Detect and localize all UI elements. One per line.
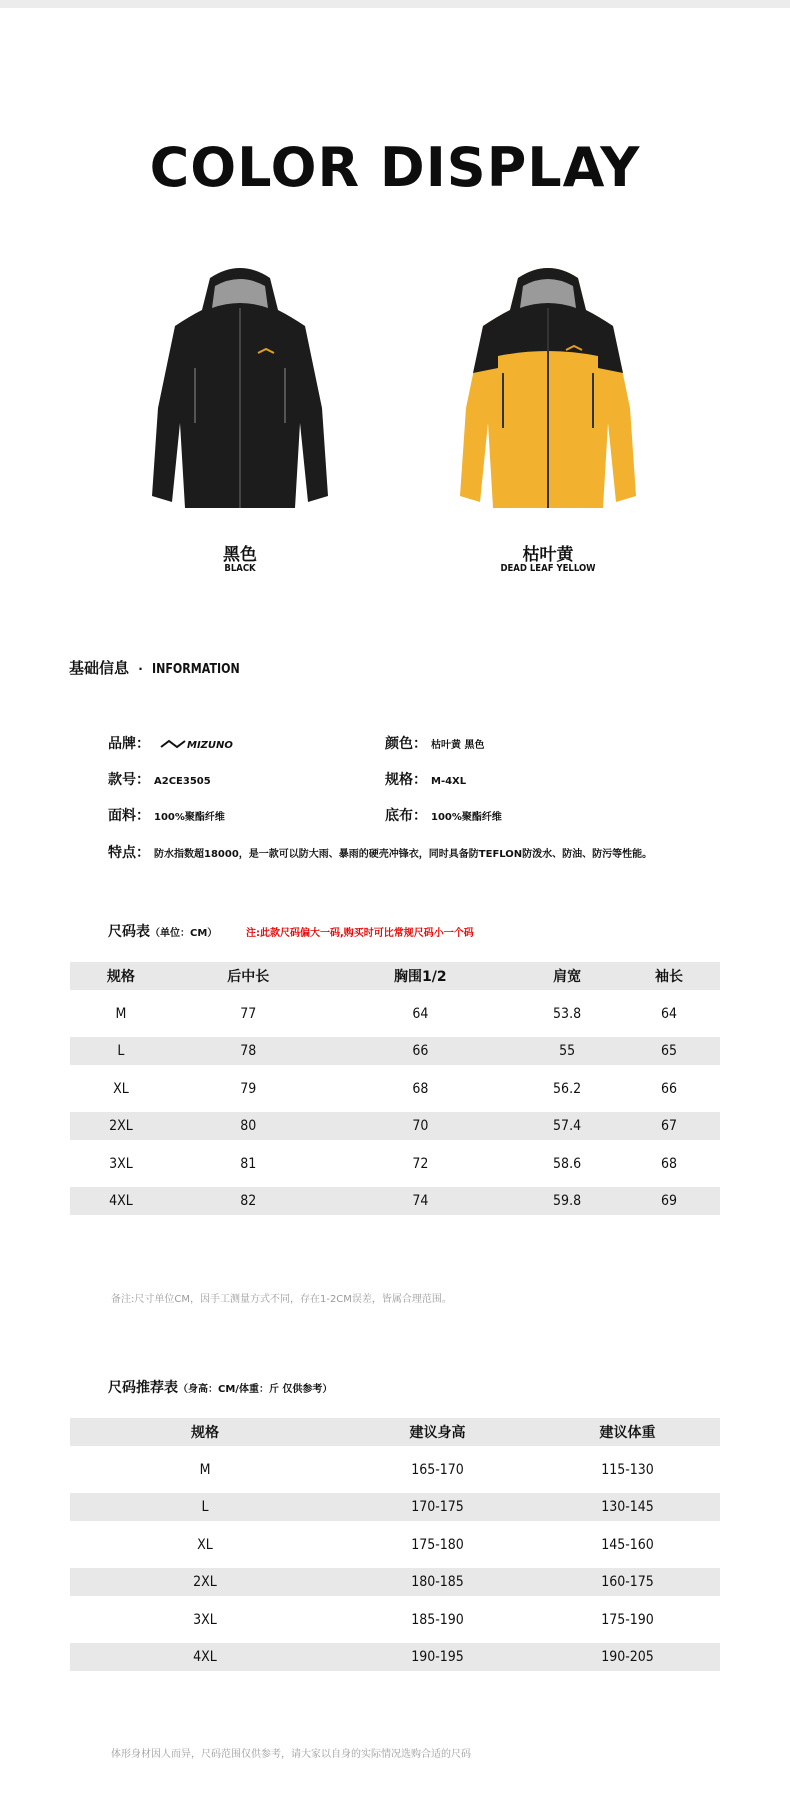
size-table-note: 注:此款尺码偏大一码,购买时可比常规尺码小一个码 — [246, 928, 474, 939]
size-table-unit: （单位：CM） — [150, 928, 218, 939]
table-cell: 180-185 — [340, 1568, 535, 1596]
table-cell: 190-205 — [535, 1643, 720, 1671]
table-cell: 175-180 — [411, 1536, 464, 1553]
table-row — [70, 1037, 720, 1065]
table-cell: 79 — [240, 1080, 257, 1097]
fabric-label: 面料： — [108, 808, 150, 824]
size-table-header-row — [70, 962, 720, 990]
table-cell: 58.6 — [553, 1155, 582, 1172]
size-col-header: 规格 — [70, 962, 172, 990]
table-cell: 175-190 — [601, 1611, 654, 1628]
table-cell: 130-145 — [535, 1493, 720, 1521]
table-cell: 53.8 — [553, 1005, 582, 1022]
table-row — [70, 1140, 720, 1187]
table-cell: M — [199, 1461, 211, 1478]
table-cell: 55 — [516, 1037, 618, 1065]
info-size — [385, 769, 466, 789]
jacket-yellow-image[interactable] — [448, 258, 648, 528]
table-cell: 64 — [412, 1005, 429, 1022]
fabric-value: 100%聚酯纤维 — [154, 812, 225, 823]
size-col-header: 肩宽 — [516, 962, 618, 990]
page-title: COLOR DISPLAY — [149, 136, 641, 199]
info-lining — [385, 805, 502, 825]
info-heading-en: INFORMATION — [152, 662, 240, 677]
info-model — [108, 769, 211, 789]
size-table-heading — [108, 921, 217, 941]
table-row — [70, 1596, 720, 1643]
table-cell: M — [115, 1005, 127, 1022]
table-cell: 3XL — [193, 1611, 217, 1628]
table-cell: 66 — [325, 1037, 516, 1065]
table-cell: 4XL — [70, 1643, 340, 1671]
size-table-footnote: 备注:尺寸单位CM，因手工测量方式不同，存在1-2CM误差，皆属合理范围。 — [111, 1294, 452, 1305]
table-cell: 82 — [172, 1187, 325, 1215]
table-cell: 4XL — [70, 1187, 172, 1215]
table-cell: 2XL — [70, 1568, 340, 1596]
color-name-yellow: 枯叶黄 — [522, 545, 574, 565]
color-name-yellow-en: DEAD LEAF YELLOW — [500, 563, 596, 574]
lining-label: 底布： — [385, 808, 427, 824]
table-cell: 66 — [661, 1080, 678, 1097]
size-label: 规格： — [385, 772, 427, 788]
table-cell: 185-190 — [411, 1611, 464, 1628]
table-cell: 68 — [412, 1080, 429, 1097]
lining-value: 100%聚酯纤维 — [431, 812, 502, 823]
table-cell: 56.2 — [553, 1080, 582, 1097]
jacket-black-illustration — [140, 258, 340, 528]
rec-col-header: 规格 — [70, 1418, 340, 1446]
rec-table-footnote: 体形身材因人而异，尺码范围仅供参考，请大家以自身的实际情况选购合适的尺码 — [111, 1749, 471, 1760]
table-cell: XL — [113, 1080, 129, 1097]
info-color — [385, 733, 484, 753]
size-col-header: 袖长 — [618, 962, 720, 990]
table-row — [70, 1521, 720, 1568]
table-row — [70, 1065, 720, 1112]
size-table — [70, 962, 720, 1215]
rec-col-header: 建议体重 — [535, 1418, 720, 1446]
info-heading-cn: 基础信息 — [69, 659, 130, 677]
table-row — [70, 1187, 720, 1215]
rec-table-unit: （身高：CM/体重：斤 仅供参考） — [178, 1384, 333, 1395]
rec-table-heading — [108, 1377, 332, 1397]
brand-label: 品牌： — [108, 736, 150, 752]
feature-label: 特点： — [108, 845, 150, 861]
table-cell: 69 — [618, 1187, 720, 1215]
table-cell: 59.8 — [516, 1187, 618, 1215]
rec-table — [70, 1418, 720, 1671]
table-cell: 68 — [661, 1155, 678, 1172]
size-col-header: 后中长 — [172, 962, 325, 990]
table-cell: 65 — [618, 1037, 720, 1065]
table-row — [70, 1643, 720, 1671]
table-cell: 80 — [172, 1112, 325, 1140]
info-heading-sep: · — [138, 662, 143, 676]
table-cell: 115-130 — [601, 1461, 654, 1478]
model-label: 款号： — [108, 772, 150, 788]
table-cell: 67 — [618, 1112, 720, 1140]
feature-value: 防水指数超18000，是一款可以防大雨、暴雨的硬壳冲锋衣，同时具备防TEFLON防泼水、防油、防污等性能。 — [154, 849, 653, 860]
table-cell: 70 — [325, 1112, 516, 1140]
size-value: M-4XL — [431, 776, 467, 787]
table-cell: 190-195 — [340, 1643, 535, 1671]
table-row — [70, 1493, 720, 1521]
rec-col-header: 建议身高 — [340, 1418, 535, 1446]
jacket-yellow-illustration — [448, 258, 648, 528]
table-cell: 64 — [661, 1005, 678, 1022]
jacket-black-image[interactable] — [140, 258, 340, 528]
table-cell: 3XL — [109, 1155, 133, 1172]
table-row — [70, 1446, 720, 1493]
size-col-header: 胸围1/2 — [325, 962, 516, 990]
table-cell: L — [70, 1493, 340, 1521]
color-value: 枯叶黄 黑色 — [431, 740, 485, 751]
table-cell: 77 — [240, 1005, 257, 1022]
color-name-black-en: BLACK — [224, 563, 256, 574]
table-cell: 78 — [172, 1037, 325, 1065]
brand-logo-icon — [159, 737, 234, 751]
table-cell: XL — [197, 1536, 213, 1553]
top-divider — [0, 0, 790, 8]
table-cell: 81 — [240, 1155, 257, 1172]
info-feature — [108, 842, 728, 862]
table-cell: 165-170 — [411, 1461, 464, 1478]
table-cell: 74 — [325, 1187, 516, 1215]
table-cell: 57.4 — [516, 1112, 618, 1140]
rec-table-title: 尺码推荐表 — [108, 1380, 178, 1396]
info-section-title — [69, 657, 255, 678]
brand-logo-text: MIZUNO — [186, 740, 233, 751]
table-cell: 2XL — [70, 1112, 172, 1140]
table-cell: 145-160 — [601, 1536, 654, 1553]
table-cell: L — [70, 1037, 172, 1065]
table-row — [70, 1568, 720, 1596]
size-table-title: 尺码表 — [108, 924, 150, 940]
info-brand — [108, 733, 234, 753]
table-cell: 72 — [412, 1155, 429, 1172]
info-fabric — [108, 805, 225, 825]
color-name-black: 黑色 — [223, 545, 257, 565]
table-cell: 160-175 — [535, 1568, 720, 1596]
table-row — [70, 990, 720, 1037]
table-row — [70, 1112, 720, 1140]
model-value: A2CE3505 — [154, 776, 211, 787]
table-cell: 170-175 — [340, 1493, 535, 1521]
color-label: 颜色： — [385, 736, 427, 752]
rec-table-header-row — [70, 1418, 720, 1446]
